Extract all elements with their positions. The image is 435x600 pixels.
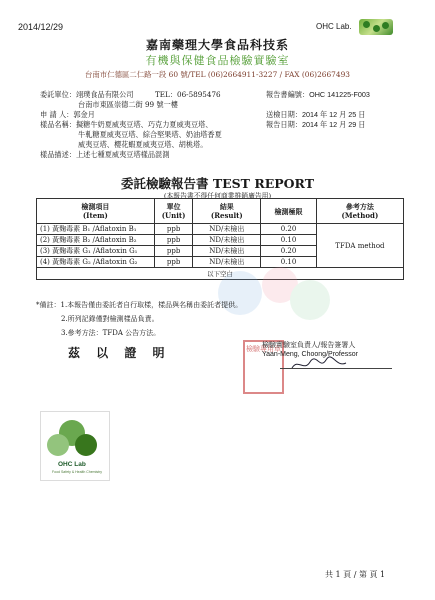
report-title: 委託檢驗報告書 TEST REPORT bbox=[120, 176, 315, 191]
description-label: 樣品描述： bbox=[40, 150, 76, 159]
note-2: 2.所列記錄僅對檢測樣品負責。 bbox=[61, 315, 159, 323]
item-cell: (4) 黃麴毒素 G₂ /Aflatoxin G₂ bbox=[37, 257, 155, 268]
item-header: 檢測項目 (Item) bbox=[37, 199, 155, 224]
client-label: 委託單位： bbox=[40, 90, 76, 99]
limit-header: 檢測極限 bbox=[261, 199, 317, 224]
method-header: 參考方法 (Method) bbox=[316, 199, 403, 224]
note-3: 3.參考方法：TFDA 公告方法。 bbox=[61, 329, 161, 337]
result-cell: ND/未檢出 bbox=[193, 246, 261, 257]
university-name: 嘉南藥理大學食品科技系 bbox=[145, 38, 289, 52]
tel-value: 06-5895476 bbox=[177, 90, 221, 99]
received-date-label: 送檢日期： bbox=[266, 110, 302, 119]
end-note: 以下空白 bbox=[37, 268, 404, 280]
page-number: 共 1 頁 / 第 頁 1 bbox=[325, 570, 386, 579]
issued-date-value: 2014 年 12 月 29 日 bbox=[301, 120, 366, 129]
sample-name-line-2: 牛軋糖夏威夷豆塔、綜合堅果塔、奶油塔香夏 bbox=[78, 130, 222, 139]
unit-header: 單位 (Unit) bbox=[154, 199, 193, 224]
sample-label: 樣品名稱： bbox=[40, 120, 76, 129]
received-date-value: 2014 年 12 月 25 日 bbox=[301, 110, 366, 119]
lab-logo-icon bbox=[359, 19, 393, 35]
unit-cell: ppb bbox=[154, 235, 193, 246]
report-number-value: OHC 141225-F003 bbox=[309, 90, 370, 99]
result-header: 結果 (Result) bbox=[193, 199, 261, 224]
description-value: 上述七種夏威夷豆塔樣品混測 bbox=[75, 150, 170, 159]
sample-name-line-3: 威夷豆塔、櫻花蝦夏威夷豆塔、胡桃塔。 bbox=[78, 140, 208, 149]
table-header-row bbox=[37, 199, 404, 224]
item-cell: (2) 黃麴毒素 B₂ /Aflatoxin B₂ bbox=[37, 235, 155, 246]
issued-date-label: 報告日期： bbox=[266, 120, 302, 129]
note-1: 1.本報告僅由委託者自行取樣，樣品與名稱由委託者提供。 bbox=[60, 301, 243, 309]
sample-name-line-1: 擬糖牛奶夏威夷豆塔、巧克力夏威夷豆塔、 bbox=[75, 120, 213, 129]
applicant-value: 郭金月 bbox=[73, 110, 95, 119]
notes-label: *備註： bbox=[36, 301, 61, 309]
signature-line bbox=[280, 368, 392, 369]
certification-text: 茲 以 證 明 bbox=[68, 346, 171, 360]
signatory-title: 檢驗實驗室負責人/報告簽署人 bbox=[262, 341, 356, 349]
tel-label: TEL： bbox=[155, 90, 178, 99]
client-address: 台南市東區崇德二街 99 號一樓 bbox=[78, 100, 178, 109]
report-number-label: 報告書編號： bbox=[266, 90, 310, 99]
item-cell: (3) 黃麴毒素 G₁ /Aflatoxin G₁ bbox=[37, 246, 155, 257]
lab-address: 台南市仁德區二仁路一段 60 號/TEL (06)2664911-3227 / FAX (06)2667493 bbox=[85, 70, 350, 79]
official-stamp: 檢驗專用章 bbox=[243, 340, 284, 394]
item-cell: (1) 黃麴毒素 B₁ /Aflatoxin B₁ bbox=[37, 224, 155, 235]
client-value: 翊璞食品有限公司 bbox=[75, 90, 134, 99]
report-date: 2014/12/29 bbox=[18, 22, 64, 32]
result-cell: ND/未檢出 bbox=[193, 224, 261, 235]
header-logo bbox=[316, 16, 393, 36]
method-cell: TFDA method bbox=[316, 224, 403, 268]
logo-tagline: Food Safety & Health Chemistry bbox=[52, 470, 102, 474]
applicant-label: 申 請 人： bbox=[40, 110, 74, 119]
report-subtitle: (本報告書不得任何商業推銷廣告用) bbox=[163, 192, 272, 200]
logo-name: OHC Lab bbox=[58, 461, 86, 468]
unit-cell: ppb bbox=[154, 257, 193, 268]
limit-cell: 0.10 bbox=[261, 257, 317, 268]
handwritten-signature bbox=[290, 354, 350, 374]
unit-cell: ppb bbox=[154, 224, 193, 235]
result-cell: ND/未檢出 bbox=[193, 257, 261, 268]
header-logo-text: OHC Lab. bbox=[316, 22, 352, 31]
notes-block bbox=[36, 298, 242, 340]
lab-name: 有機與保健食品檢驗實驗室 bbox=[145, 54, 290, 67]
client-info-block bbox=[40, 90, 420, 170]
signatory-name: Yaan-Meng, Choong/Professor bbox=[262, 351, 358, 358]
unit-cell: ppb bbox=[154, 246, 193, 257]
limit-cell: 0.20 bbox=[261, 224, 317, 235]
result-cell: ND/未檢出 bbox=[193, 235, 261, 246]
limit-cell: 0.20 bbox=[261, 246, 317, 257]
limit-cell: 0.10 bbox=[261, 235, 317, 246]
table-row bbox=[37, 224, 404, 235]
